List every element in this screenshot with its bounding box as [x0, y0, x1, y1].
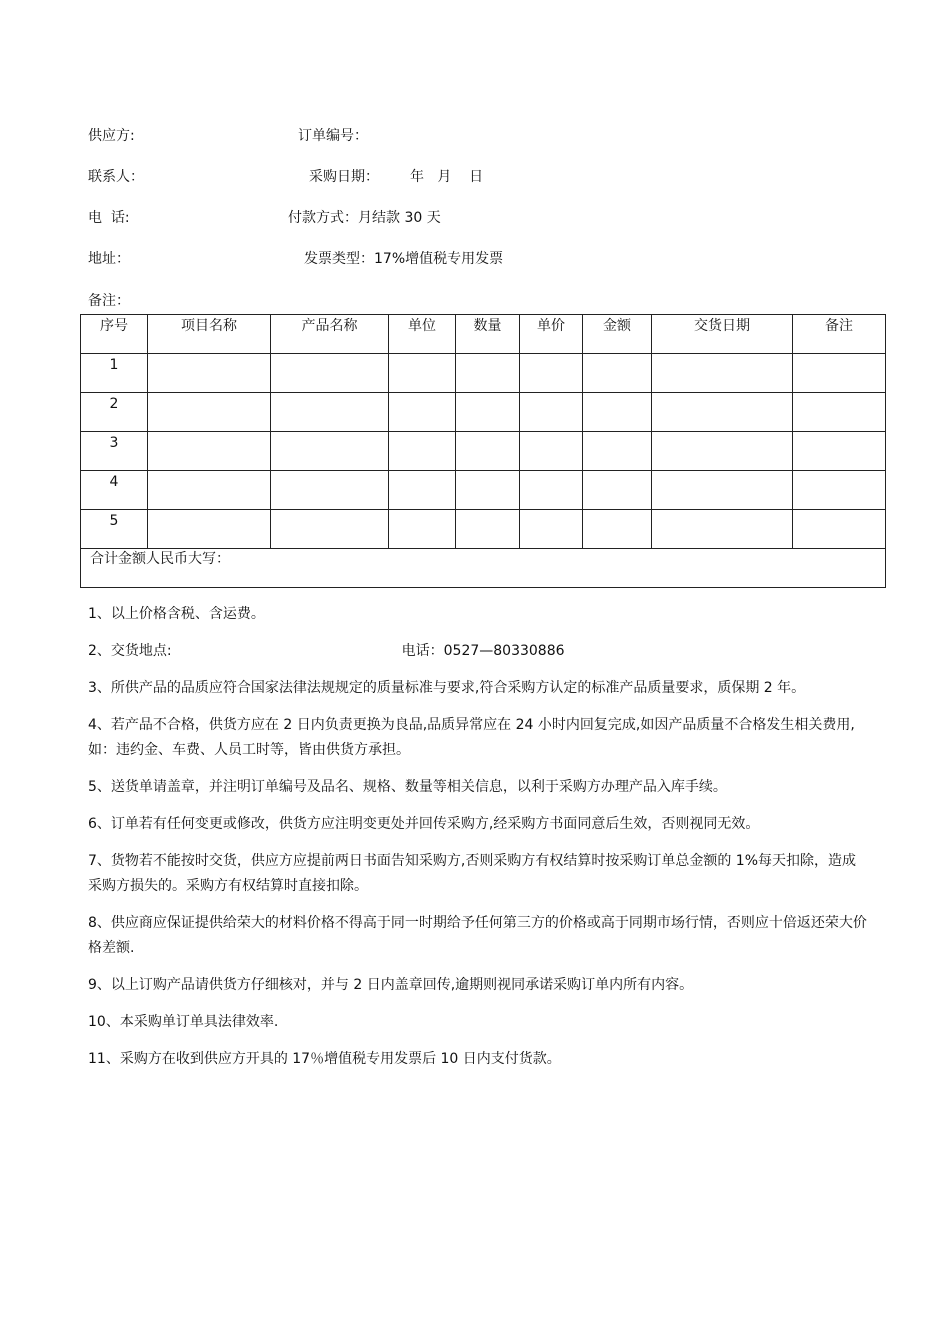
table-cell[interactable] — [456, 393, 520, 432]
term-item: 5、送货单请盖章，并注明订单编号及品名、规格、数量等相关信息，以利于采购方办理产品入库手续。 — [88, 779, 727, 795]
table-cell[interactable] — [456, 471, 520, 510]
table-cell[interactable] — [583, 393, 652, 432]
table-row — [81, 471, 886, 510]
row-seq: 5 — [81, 510, 148, 549]
term-item: 7、货物若不能按时交货，供应方应提前两日书面告知采购方,否则采购方有权结算时按采购订单总金额的 1%每天扣除，造成采购方损失的。采购方有权结算时直接扣除。 — [88, 853, 857, 894]
table-cell[interactable] — [793, 432, 886, 471]
column-header-product-name: 产品名称 — [271, 315, 389, 354]
payment-terms: 付款方式：月结款 30 天 — [288, 210, 441, 226]
table-cell[interactable] — [389, 354, 456, 393]
table-cell[interactable] — [520, 471, 583, 510]
table-cell[interactable] — [148, 471, 271, 510]
order-number-label: 订单编号： — [298, 128, 368, 144]
address-label: 地址： — [88, 251, 130, 267]
table-cell[interactable] — [583, 354, 652, 393]
table-row — [81, 354, 886, 393]
table-header-row — [81, 315, 886, 354]
term-item: 4、若产品不合格，供货方应在 2 日内负责更换为良品,品质异常应在 24 小时内回复完成,如因产品质量不合格发生相关费用,如：违约金、车费、人员工时等，皆由供货方承担。 — [88, 717, 855, 758]
table-cell[interactable] — [520, 432, 583, 471]
terms-list — [88, 602, 868, 1084]
table-cell[interactable] — [583, 432, 652, 471]
total-row — [81, 549, 886, 588]
table-cell[interactable] — [652, 510, 793, 549]
contact-label: 联系人： — [88, 169, 144, 185]
table-row — [81, 432, 886, 471]
term-item-delivery — [88, 639, 868, 664]
table-cell[interactable] — [456, 354, 520, 393]
purchase-date-placeholder: 年 月 日 — [410, 169, 484, 185]
table-cell[interactable] — [793, 510, 886, 549]
table-cell[interactable] — [793, 393, 886, 432]
supplier-label: 供应方: — [88, 128, 135, 144]
table-cell[interactable] — [389, 510, 456, 549]
total-amount-label: 合计金额人民币大写： — [81, 549, 886, 588]
table-cell[interactable] — [583, 510, 652, 549]
table-cell[interactable] — [389, 471, 456, 510]
table-cell[interactable] — [148, 393, 271, 432]
table-cell[interactable] — [520, 393, 583, 432]
table-row — [81, 510, 886, 549]
table-cell[interactable] — [389, 393, 456, 432]
table-cell[interactable] — [271, 510, 389, 549]
table-cell[interactable] — [652, 393, 793, 432]
phone-label: 电 话: — [88, 210, 130, 226]
order-items-table — [80, 314, 886, 588]
remarks-label: 备注： — [88, 293, 130, 309]
row-seq: 3 — [81, 432, 148, 471]
invoice-type: 发票类型：17%增值税专用发票 — [304, 251, 504, 267]
table-cell[interactable] — [148, 510, 271, 549]
term-item: 3、所供产品的品质应符合国家法律法规规定的质量标准与要求,符合采购方认定的标准产品质量要求，质保期 2 年。 — [88, 680, 806, 696]
table-cell[interactable] — [583, 471, 652, 510]
table-cell[interactable] — [389, 432, 456, 471]
column-header-project-name: 项目名称 — [148, 315, 271, 354]
term-item: 11、采购方在收到供应方开具的 17％增值税专用发票后 10 日内支付货款。 — [88, 1051, 561, 1067]
table-cell[interactable] — [271, 471, 389, 510]
table-cell[interactable] — [148, 354, 271, 393]
column-header-unit: 单位 — [389, 315, 456, 354]
row-seq: 2 — [81, 393, 148, 432]
table-row — [81, 393, 886, 432]
table-cell[interactable] — [652, 432, 793, 471]
column-header-unit-price: 单价 — [520, 315, 583, 354]
row-seq: 1 — [81, 354, 148, 393]
table-cell[interactable] — [793, 471, 886, 510]
term-item: 8、供应商应保证提供给荣大的材料价格不得高于同一时期给予任何第三方的价格或高于同期市场行情，否则应十倍返还荣大价格差额. — [88, 915, 867, 956]
table-cell[interactable] — [520, 354, 583, 393]
term-item: 1、以上价格含税、含运费。 — [88, 606, 265, 622]
table-cell[interactable] — [271, 432, 389, 471]
delivery-location-label: 2、交货地点: — [88, 643, 172, 659]
table-cell[interactable] — [652, 354, 793, 393]
row-seq: 4 — [81, 471, 148, 510]
column-header-remarks: 备注 — [793, 315, 886, 354]
table-cell[interactable] — [520, 510, 583, 549]
column-header-amount: 金额 — [583, 315, 652, 354]
column-header-delivery-date: 交货日期 — [652, 315, 793, 354]
column-header-quantity: 数量 — [456, 315, 520, 354]
table-cell[interactable] — [271, 393, 389, 432]
purchase-date-label: 采购日期： — [309, 169, 379, 185]
delivery-phone: 电话：0527—80330886 — [401, 643, 565, 659]
term-item: 9、以上订购产品请供货方仔细核对，并与 2 日内盖章回传,逾期则视同承诺采购订单内所有内容。 — [88, 977, 694, 993]
term-item: 10、本采购单订单具法律效率. — [88, 1014, 279, 1030]
table-cell[interactable] — [271, 354, 389, 393]
table-cell[interactable] — [456, 432, 520, 471]
term-item: 6、订单若有任何变更或修改，供货方应注明变更处并回传采购方,经采购方书面同意后生效，否则视同无效。 — [88, 816, 760, 832]
table-cell[interactable] — [148, 432, 271, 471]
table-cell[interactable] — [652, 471, 793, 510]
table-cell[interactable] — [793, 354, 886, 393]
table-cell[interactable] — [456, 510, 520, 549]
column-header-seq: 序号 — [81, 315, 148, 354]
